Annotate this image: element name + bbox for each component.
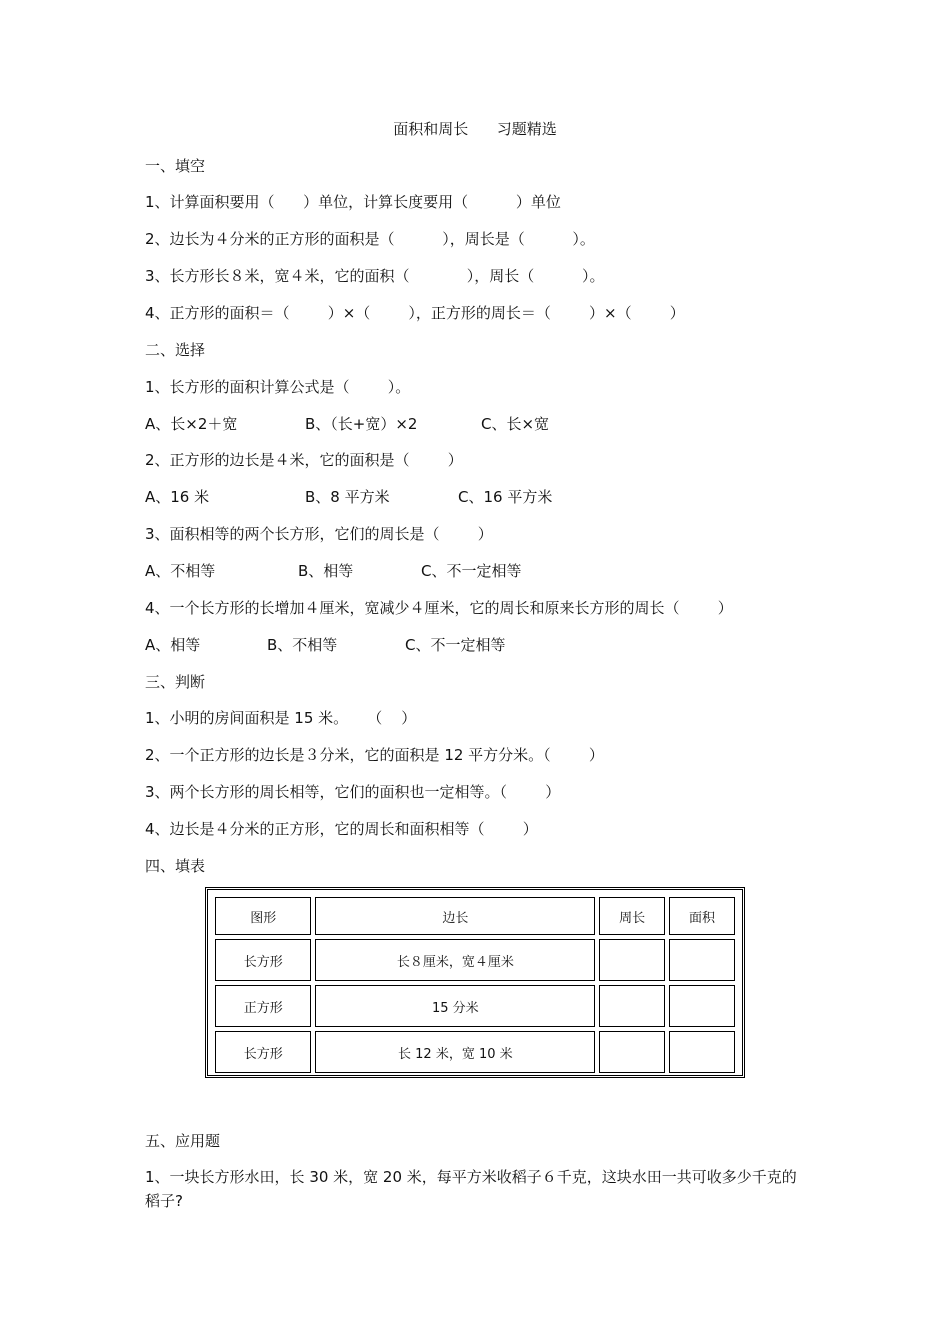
section-apply-heading: 五、应用题 [145, 1132, 221, 1150]
choice-2-option-b: B、8 平方米 [305, 488, 390, 506]
choice-4-option-c: C、不一定相等 [405, 636, 506, 654]
judge-question-3: 3、两个长方形的周长相等，它们的面积也一定相等。（ ） [145, 783, 561, 801]
fill-question-4: 4、正方形的面积＝（ ）×（ ），正方形的周长＝（ ）×（ ） [145, 304, 685, 322]
choice-3-option-c: C、不一定相等 [421, 562, 522, 580]
judge-question-2: 2、一个正方形的边长是３分米，它的面积是 12 平方分米。（ ） [145, 746, 604, 764]
fill-table [205, 887, 745, 1078]
table-header-cell: 周长 [599, 897, 665, 935]
fill-question-2: 2、边长为４分米的正方形的面积是（ ），周长是（ ）。 [145, 230, 595, 248]
choice-4-option-a: A、相等 [145, 636, 201, 654]
choice-4-option-b: B、不相等 [267, 636, 338, 654]
choice-3-option-b: B、相等 [298, 562, 354, 580]
table-header-row [215, 897, 735, 935]
choice-question-4: 4、一个长方形的长增加４厘米，宽减少４厘米，它的周长和原来长方形的周长（ ） [145, 599, 733, 617]
fill-table-grid [211, 893, 739, 1077]
fill-question-3: 3、长方形长８米，宽４米，它的面积（ ），周长（ ）。 [145, 267, 605, 285]
table-cell-perimeter[interactable] [599, 939, 665, 981]
table-header-cell: 面积 [669, 897, 735, 935]
table-cell-side: 长８厘米，宽４厘米 [315, 939, 595, 981]
table-row [215, 939, 735, 981]
table-row [215, 1031, 735, 1073]
table-cell-side: 15 分米 [315, 985, 595, 1027]
table-cell-area[interactable] [669, 985, 735, 1027]
table-cell-shape: 正方形 [215, 985, 311, 1027]
section-choice-heading: 二、选择 [145, 341, 206, 359]
section-table-heading: 四、填表 [145, 857, 206, 875]
choice-question-2: 2、正方形的边长是４米，它的面积是（ ） [145, 451, 463, 469]
choice-1-option-c: C、长×宽 [481, 415, 550, 433]
section-judge-heading: 三、判断 [145, 673, 206, 691]
table-row [215, 985, 735, 1027]
choice-1-option-a: A、长×2＋宽 [145, 415, 238, 433]
table-cell-shape: 长方形 [215, 1031, 311, 1073]
section-fill-heading: 一、填空 [145, 157, 206, 175]
table-cell-perimeter[interactable] [599, 985, 665, 1027]
choice-3-option-a: A、不相等 [145, 562, 216, 580]
table-header-cell: 边长 [315, 897, 595, 935]
choice-question-1: 1、长方形的面积计算公式是（ ）。 [145, 378, 411, 396]
choice-question-3: 3、面积相等的两个长方形，它们的周长是（ ） [145, 525, 493, 543]
choice-2-option-c: C、16 平方米 [458, 488, 553, 506]
judge-question-1: 1、小明的房间面积是 15 米。 （ ） [145, 709, 417, 727]
table-cell-side: 长 12 米，宽 10 米 [315, 1031, 595, 1073]
judge-question-4: 4、边长是４分米的正方形，它的周长和面积相等（ ） [145, 820, 538, 838]
table-header-cell: 图形 [215, 897, 311, 935]
table-cell-area[interactable] [669, 939, 735, 981]
page-title: 面积和周长 习题精选 [393, 120, 557, 138]
fill-question-1: 1、计算面积要用（ ）单位，计算长度要用（ ）单位 [145, 193, 561, 211]
table-cell-perimeter[interactable] [599, 1031, 665, 1073]
apply-question-1: 1、一块长方形水田，长 30 米，宽 20 米，每平方米收稻子６千克，这块水田一共可收多少千克的稻子? [145, 1168, 797, 1210]
choice-1-option-b: B、（长+宽）×2 [305, 415, 418, 433]
table-cell-shape: 长方形 [215, 939, 311, 981]
table-cell-area[interactable] [669, 1031, 735, 1073]
choice-2-option-a: A、16 米 [145, 488, 210, 506]
